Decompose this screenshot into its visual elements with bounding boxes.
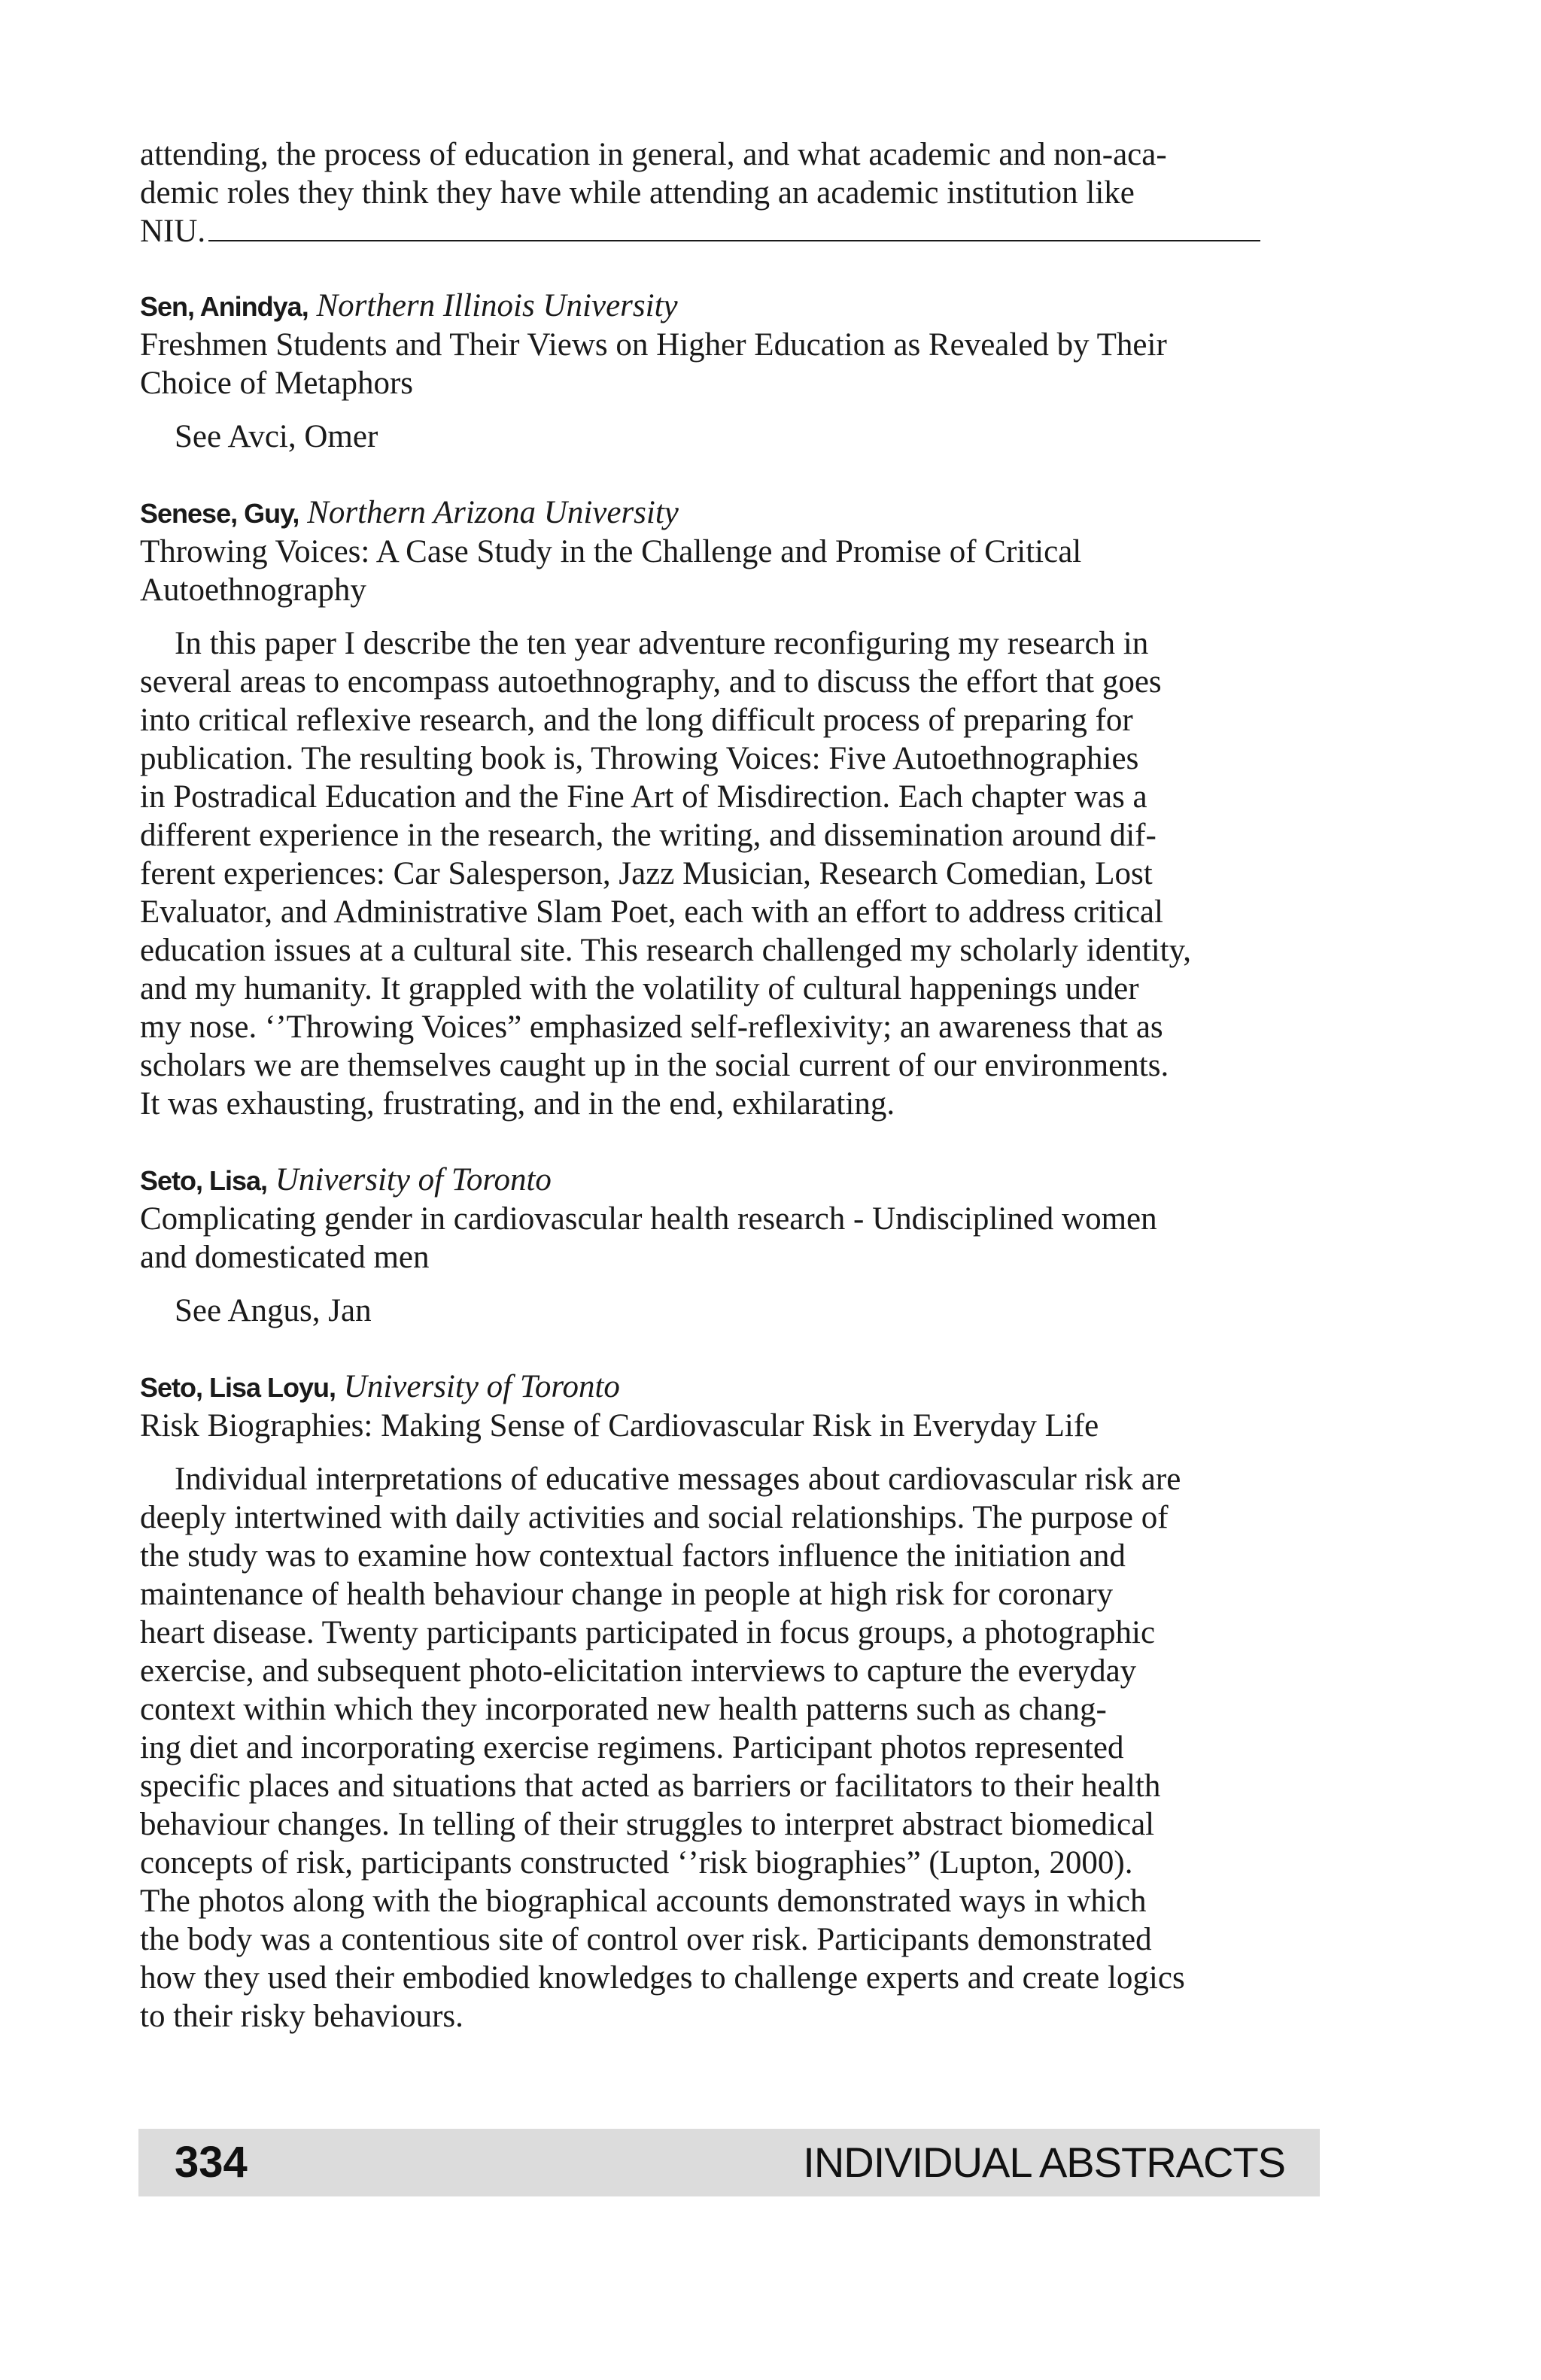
author-line [140, 1368, 1311, 1407]
abstract-body [140, 1460, 1311, 2035]
abstract-line: It was exhausting, frustrating, and in the end, exhilarating. [140, 1086, 895, 1122]
abstract-line: publication. The resulting book is, Throwing Voices: Five Autoethnographies [140, 741, 1139, 776]
abstract-line: ferent experiences: Car Salesperson, Jazz Musician, Research Comedian, Lost [140, 856, 1153, 891]
abstract-entry-seto-lisa-loyu [140, 1368, 1311, 2035]
intro-last-line [140, 212, 1311, 250]
page-number: 334 [175, 2138, 248, 2187]
author-affiliation: Northern Illinois University [316, 288, 678, 323]
abstract-line: deeply intertwined with daily activities and social relationships. The purpose of [140, 1500, 1169, 1535]
abstract-line: education issues at a cultural site. This research challenged my scholarly identity, [140, 933, 1192, 968]
abstract-line: Individual interpretations of educative messages about cardiovascular risk are [175, 1462, 1181, 1497]
abstract-entry-sen [140, 287, 1311, 456]
see-also-reference: See Angus, Jan [175, 1293, 372, 1328]
paper-title-line: and domesticated men [140, 1240, 430, 1275]
page-body [140, 135, 1311, 2035]
author-affiliation: University of Toronto [343, 1369, 620, 1404]
abstract-entry-senese [140, 493, 1311, 1123]
running-section-title: INDIVIDUAL ABSTRACTS [803, 2139, 1285, 2186]
author-line [140, 1161, 1311, 1200]
abstract-line: the body was a contentious site of control over risk. Participants demonstrated [140, 1922, 1152, 1957]
divider-rule [208, 240, 1260, 241]
abstract-line: The photos along with the biographical accounts demonstrated ways in which [140, 1884, 1147, 1919]
intro-line: attending, the process of education in general, and what academic and non-aca- [140, 137, 1167, 172]
abstract-line: Evaluator, and Administrative Slam Poet, each with an effort to address critical [140, 894, 1163, 930]
author-affiliation: University of Toronto [275, 1162, 552, 1198]
abstract-line: maintenance of health behaviour change in people at high risk for coronary [140, 1577, 1114, 1612]
abstract-body [140, 624, 1311, 1123]
intro-paragraph [140, 135, 1311, 250]
paper-title-line: Risk Biographies: Making Sense of Cardiovascular Risk in Everyday Life [140, 1408, 1099, 1443]
author-name: Seto, Lisa Loyu, [140, 1372, 336, 1403]
paper-title-line: Autoethnography [140, 572, 366, 608]
see-also-reference: See Avci, Omer [175, 419, 378, 454]
paper-title-line: Choice of Metaphors [140, 366, 414, 401]
abstract-line: different experience in the research, the writing, and dissemination around dif- [140, 818, 1157, 853]
author-affiliation: Northern Arizona University [307, 495, 679, 530]
author-line [140, 493, 1311, 533]
abstract-line: In this paper I describe the ten year adventure reconfiguring my research in [175, 626, 1149, 661]
page-footer-bar [138, 2129, 1320, 2196]
paper-title-line: Freshmen Students and Their Views on Higher Education as Revealed by Their [140, 327, 1167, 363]
abstract-line: ing diet and incorporating exercise regimens. Participant photos represented [140, 1730, 1124, 1765]
abstract-line: concepts of risk, participants constructed ‘’risk biographies” (Lupton, 2000). [140, 1845, 1133, 1881]
abstract-line: into critical reflexive research, and the long difficult process of preparing for [140, 703, 1133, 738]
abstract-line: specific places and situations that acted as barriers or facilitators to their health [140, 1768, 1161, 1804]
paper-title-line: Complicating gender in cardiovascular health research - Undisciplined women [140, 1201, 1157, 1237]
abstract-line: scholars we are themselves caught up in the social current of our environments. [140, 1048, 1169, 1083]
abstract-entry-seto-lisa [140, 1161, 1311, 1330]
author-name: Seto, Lisa, [140, 1165, 268, 1196]
abstract-line: in Postradical Education and the Fine Art of Misdirection. Each chapter was a [140, 779, 1147, 815]
abstract-line: to their risky behaviours. [140, 1999, 464, 2034]
abstract-line: heart disease. Twenty participants participated in focus groups, a photographic [140, 1615, 1156, 1650]
author-name: Sen, Anindya, [140, 291, 309, 322]
intro-last-text: NIU. [140, 214, 206, 249]
abstract-line: exercise, and subsequent photo-elicitation interviews to capture the everyday [140, 1653, 1137, 1689]
author-line [140, 287, 1311, 326]
paper-title-line: Throwing Voices: A Case Study in the Challenge and Promise of Critical [140, 534, 1082, 569]
abstract-line: context within which they incorporated new health patterns such as chang- [140, 1692, 1107, 1727]
author-name: Senese, Guy, [140, 498, 299, 529]
abstract-line: my nose. ‘’Throwing Voices” emphasized self-reflexivity; an awareness that as [140, 1009, 1163, 1045]
abstract-line: behaviour changes. In telling of their struggles to interpret abstract biomedical [140, 1807, 1155, 1842]
abstract-line: several areas to encompass autoethnography, and to discuss the effort that goes [140, 664, 1162, 700]
intro-line: demic roles they think they have while attending an academic institution like [140, 175, 1135, 211]
abstract-line: the study was to examine how contextual factors influence the initiation and [140, 1538, 1126, 1574]
abstract-line: and my humanity. It grappled with the volatility of cultural happenings under [140, 971, 1139, 1006]
abstract-line: how they used their embodied knowledges to challenge experts and create logics [140, 1960, 1185, 1996]
